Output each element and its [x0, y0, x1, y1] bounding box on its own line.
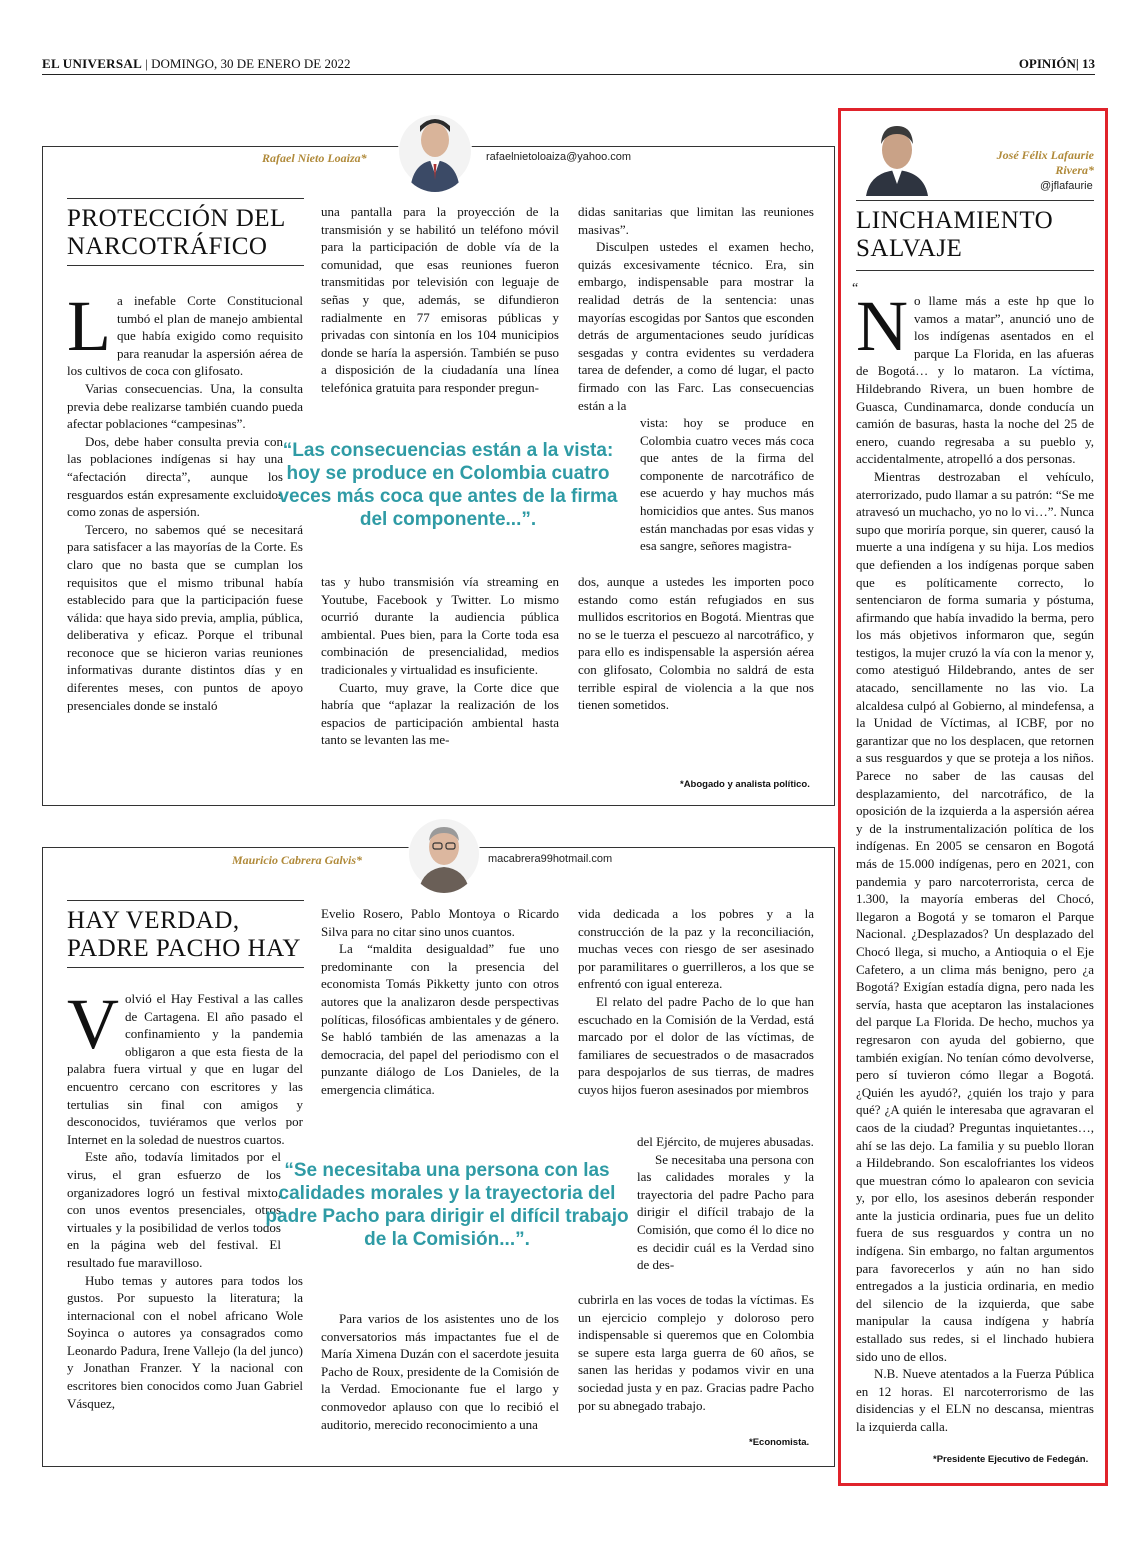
article-column: tas y hubo transmisión vía streaming en Youtube, Facebook y Twitter. Lo mismo ocurrió durante la audiencia pública ambiental. Pues bien, para la Corte toda esa combinación de presencialidad, medios tradicionales y virtualidad es insuficiente. Cuarto, muy grave, la Corte dice que habría que “aplazar la realización de los espacios de participación ambiental hasta tanto se levanten las me-	[321, 574, 559, 748]
article-title: LINCHAMIENTO SALVAJE	[856, 207, 1054, 262]
author-handle[interactable]: @jflafaurie	[1040, 180, 1093, 192]
title-rule-top	[856, 200, 1094, 201]
author-name: José Félix Lafaurie Rivera*	[996, 148, 1094, 177]
author-photo	[408, 815, 480, 893]
article-column: La inefable Corte Constitucional tumbó el plan de manejo ambiental que había exigido como requisito para reanudar la aspersión aérea de los cultivos de coca con glifosato. Varias consecuencias. Una, la consulta previa debe realizarse también cuando pueda afectar poblaciones “campesinas”. Dos, debe haber consulta previa con las poblaciones indígenas si hay una “afectación directa”, aunque los resguardos están expresamente excluidos como zonas de aspersión. Tercero, no sabemos qué se necesitará para satisfacer a las mayorías de la Corte. Es claro que no basta que se cumplan los requisitos que el mismo tribunal había establecido para que la participación fuese válida: que haya sido previa, amplia, pública, deliberativa y eficaz. Porque el tribunal reconoce que se hicieron varias reuniones informativas durante distintos días y en diferentes meses, con puntos de apoyo presenciales donde se instaló	[67, 286, 303, 713]
portrait-icon	[398, 110, 472, 192]
article-title: HAY VERDAD, PADRE PACHO HAY	[67, 907, 301, 962]
article-column: dos, aunque a ustedes les importen poco estando como están refugiados en sus mullidos escritorios en Bogotá. Mientras que no se le tuerza el pescuezo al narcotráfico, y para ello es indispensable la aspersión aérea con glifosato, Colombia no saldrá de esta terrible espiral de violencia a la que nos tienen sometidos.	[578, 574, 814, 713]
pull-quote: “Se necesitaba una persona con las calidades morales y la trayectoria del padre Pacho para dirigir el difícil trabajo de la Comisión...”.	[265, 1160, 629, 1250]
article-column: Para varios de los asistentes uno de los conversatorios más impactantes fue el de María Ximena Duzán con el sacerdote jesuita Pacho de Roux, presidente de la Comisión de la Verdad. Emocionante fue el largo y conmovedor aplauso con que lo recibió el auditorio, merecido reconocimiento a una	[321, 1311, 559, 1432]
article-column: del Ejército, de mujeres abusadas. Se necesitaba una persona con las calidades morales y la trayectoria del padre Pacho para dirigir el difícil trabajo de la Comisión, que como él lo dice no es decidir cuál es la Verdad sino de des-	[637, 1134, 814, 1273]
section-label: OPINIÓN| 13	[1018, 56, 1095, 71]
masthead: EL UNIVERSAL | DOMINGO, 30 DE ENERO DE 2022	[42, 56, 351, 71]
drop-cap: V	[67, 984, 119, 1064]
author-name: Mauricio Cabrera Galvis*	[232, 853, 363, 867]
author-footnote: *Economista.	[749, 1437, 810, 1448]
title-rule-bottom	[67, 967, 304, 968]
portrait-icon	[858, 114, 936, 196]
title-rule-bottom	[856, 270, 1094, 271]
drop-cap: N	[856, 286, 908, 366]
article-column: cubrirla en las voces de todas la víctimas. Es un ejercicio complejo y doloroso pero indispensable si queremos que en Colombia se supere esta larga guerra de 60 años, se sanen las heridas y podamos vivir en una sociedad justa y en paz. Gracias padre Pacho por su abnegado trabajo.	[578, 1292, 814, 1413]
paper-name: EL UNIVERSAL	[42, 56, 143, 71]
issue-date: DOMINGO, 30 DE ENERO DE 2022	[151, 56, 351, 71]
portrait-icon	[408, 815, 480, 893]
author-name: Rafael Nieto Loaiza*	[262, 151, 367, 165]
open-quote-mark: “	[852, 281, 859, 296]
author-footnote: *Presidente Ejecutivo de Fedegán.	[933, 1454, 1089, 1465]
title-rule-top	[67, 198, 304, 199]
article-column: No llame más a este hp que lo vamos a matar”, anunció uno de los indígenas asentados en el parque La Florida, en las afueras de Bogotá… y lo mataron. La víctima, Hildebrando Rivera, un buen hombre de Guasca, Cundinamarca, donde conducía un camión de basuras, hasta la noche del 25 de enero, cuando regresaba a su pueblo y, accidentalmente, atropelló a dos personas. Mientras destrozaban el vehículo, aterrorizado, pudo llamar a su patrón: “Se me atravesó un muchacho, yo no lo vi…”. Nunca supo que moriría porque, sin querer, causó la muerte a una indígena y su hija. Los medios que defienden a los indígenas porque saben que es políticamente correcto, lo sentenciaron de forma sumaria y póstuma, afirmando que había invadido la berma, pero los más objetivos informaron que, según testigos, la mujer cruzó la vía con la menor y, como atestiguó Hildebrando, antes de ser atacado, sencillamente no las vio. La alcaldesa culpó al Gobierno, al mindefensa, a la Unidad de Víctimas, al ICBF, por no garantizar que no los desplacen, que retornen a sus resguardos y que se proteja a los niños. Parece no saber de las causas del desplazamiento, del narcotráfico, de la oposición de la izquierda a la aspersión aérea y de la instrumentalización política de los indígenas. En 2005 se censaron en Bogotá más de 15.000 indígenas, pero en 2021, con pandemia y paro narcoterrorista, cerca de 1.300, la mayoría emberas del Chocó, llegaron a Bogotá y se tomaron el Parque Nacional. ¿Desplazados? Un desplazado del Chocó llega, si mucho, a Antioquia o el Eje Cafetero, a un clima más benigno, pero ¿a Bogotá? Exigían estadía digna, pero nada les servía, hasta que aceptaron las instalaciones del parque La Florida. De hecho, muchos ya regresaron con ayuda del gobierno, que también exigían. No tenían cómo devolverse, pero sí tuvieron cómo llegar a Bogotá. ¿Quién les ayudó?, ¿quién los trajo y para qué? ¿A quién le interesaba que agravaran el caos de la ciudad? Preguntas inquietantes…, ahí se las dejo. La familia y su pueblo lloran a Hildebrando. Son escalofriantes los videos que muestran cómo lo apalearon con sevicia y, por ello, los asesinos deberán responder ante la justicia ordinaria, pues fue un delito fuera de sus resguardos y contra un no indígena. Sin embargo, no faltan argumentos para favorecerlos y aún no han sido entregados a la justicia ordinaria, en medio del silencio de la izquierda, que sabe manipular la causa indígena y habría estallado sus redes, si el linchado hubiera sido uno de ellos. N.B. Nueve atentados a la Fuerza Pública en 12 horas. El narcoterrorismo de las disidencias y el ELN no descansa, mientras la izquierda calla.	[856, 286, 1094, 1434]
page-number: 13	[1082, 56, 1095, 71]
article-column: Volvió el Hay Festival a las calles de Cartagena. El año pasado el confinamiento y la pandemia obligaron a que esta fiesta de la palabra fuera virtual y que en lugar del encuentro cercano con escritores y las tertulias sin final con amigos y desconocidos, tuviéramos que verlos por Internet en la soledad de nuestros cuartos. Este año, todavía limitados por el virus, el gran esfuerzo de los organizadores logró un festival mixto, con unos eventos presenciales, otros virtuales y la posibilidad de verlos todos en la página web del festival. El resultado fue maravilloso. Hubo temas y autores para todos los gustos. Por supuesto la literatura; la internacional con el nobel africano Wole Soyinca o autores ya consagrados como Leonardo Padura, Irene Vallejo (la del junco) y Jonathan Franzer. Y la nacional con escritores bien conocidos como Juan Gabriel Vásquez,	[67, 984, 303, 1411]
article-column: una pantalla para la proyección de la transmisión y se habilitó un teléfono móvil para la participación de doble vía de la comunidad, que esas reuniones fueron transmitidas por televisión con leguaje de señas y que, además, se difundieron radialmente en 77 emisoras públicas y privadas con sintonía en los 104 municipios donde se haría la aspersión. También se puso a disposición de la ciudadanía una línea telefónica gratuita para responder pregun-	[321, 204, 559, 395]
author-footnote: *Abogado y analista político.	[680, 779, 810, 790]
title-rule-bottom	[67, 265, 304, 266]
author-email[interactable]: rafaelnietoloaiza@yahoo.com	[486, 151, 632, 163]
drop-cap: L	[67, 286, 111, 366]
title-rule-top	[67, 900, 304, 901]
article-column: Evelio Rosero, Pablo Montoya o Ricardo Silva para no citar sino unos cuantos. La “maldita desigualdad” fue uno predominante con la presencia del economista Tomás Pikketty junto con otros autores que la analizaron desde perspectivas políticas, filosóficas ambientales y de género. Se habló también de las amenazas a la democracia, del papel del periodismo con el punzante diálogo de Los Danieles, de la emergencia climática.	[321, 906, 559, 1097]
header-rule	[42, 74, 1095, 75]
article-title: PROTECCIÓN DEL NARCOTRÁFICO	[67, 205, 285, 260]
article-column: didas sanitarias que limitan las reuniones masivas”. Disculpen ustedes el examen hecho, quizás excesivamente técnico. Era, sin embargo, indispensable para mostrar la realidad detrás de la sentencia: unas mayorías escogidas por Santos que esconden detrás de argumentaciones seudo jurídicas sesgadas y contra evidentes su verdadera tarea de defender, a como dé lugar, el pacto firmado con las Farc. Las consecuencias están a la	[578, 204, 814, 413]
author-email[interactable]: macabrera99hotmail.com	[488, 853, 613, 865]
author-photo	[858, 114, 936, 196]
article-column: vista: hoy se produce en Colombia cuatro veces más coca que antes de la firma del componente de narcotráfico de ese acuerdo y hay muchos más homicidios que antes. Sus manos están manchadas por esas vidas y esa sangre, señores magistra-	[640, 415, 814, 554]
pull-quote: “Las consecuencias están a la vista: hoy se produce en Colombia cuatro veces más coca que antes de la firma del componente...”.	[278, 440, 618, 530]
author-photo	[398, 110, 472, 192]
article-column: vida dedicada a los pobres y a la construcción de la paz y la reconciliación, muchas veces con riesgo de ser asesinado por paramilitares o guerrilleros, a los que se enfrentó con igual entereza. El relato del padre Pacho de lo que han escuchado en la Comisión de la Verdad, está marcado por el dolor de las víctimas, de familiares de secuestrados o de masacrados para despojarlos de sus tierras, de madres cuyos hijos fueron asesinados por miembros	[578, 906, 814, 1097]
